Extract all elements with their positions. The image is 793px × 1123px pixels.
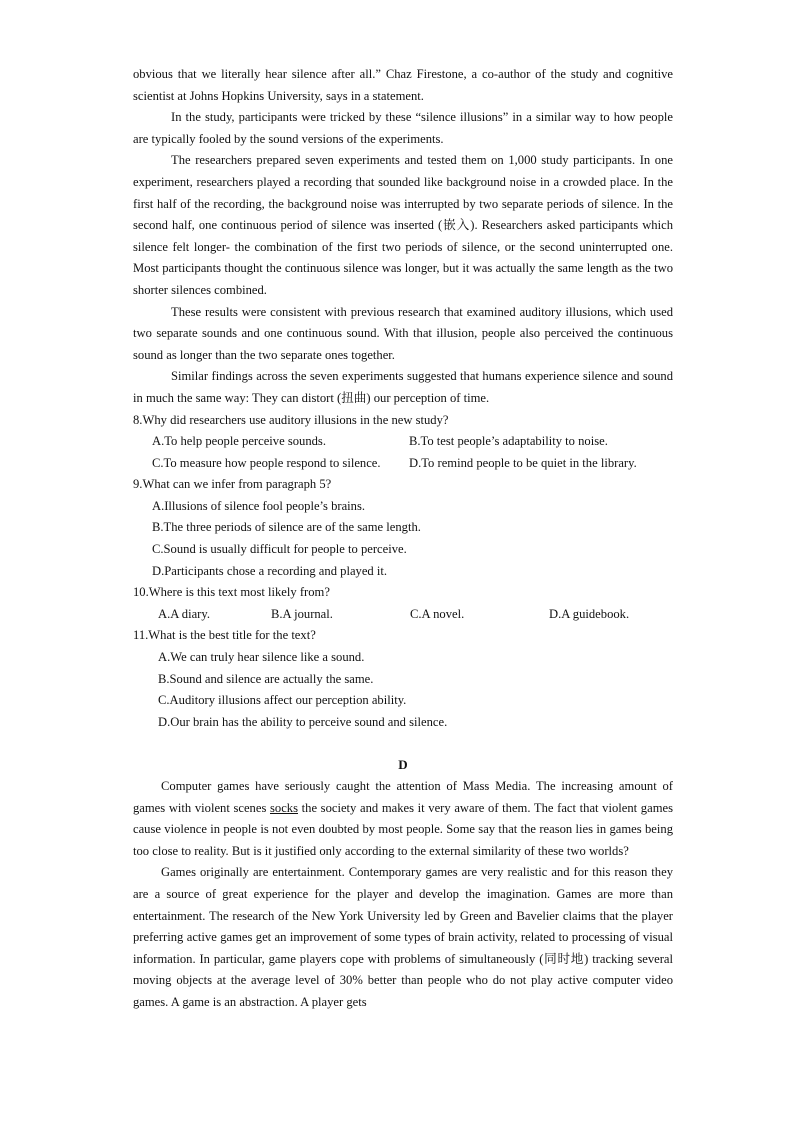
passage-d-paragraph-1-part-2: the society and makes it very aware of them. The fact that violent games cause violence in people is not even doubted by most people. Some say that the reason lies in games being too close to reality. But is it justified only according to the external similarity of these two worlds? bbox=[133, 800, 673, 858]
passage-d-paragraph-2: Games originally are entertainment. Contemporary games are very realistic and for this reason they are a source of great experience for the player and develop the imagination. Games are more than entertainment. The research of the New York University led by Green and Bavelier claims that the player preferring active games get an improvement of some types of brain activity, related to processing of visual information. In particular, game players cope with problems of simultaneously (同时地) tracking several moving objects at the average level of 30% better than people who do not play active computer video games. A game is an abstraction. A player gets bbox=[133, 865, 673, 1009]
passage-c-paragraph-3: These results were consistent with previous research that examined auditory illusions, which used two separate sounds and one continuous sound. With that illusion, people also perceived the continuous sound as longer than the two separate ones together. bbox=[133, 304, 673, 362]
question-10-option-a: A.A diary. bbox=[158, 606, 210, 621]
question-8-option-b: B.To test people’s adaptability to noise. bbox=[409, 434, 608, 449]
passage-c-paragraph-1: In the study, participants were tricked by these “silence illusions” in a similar way to how people are typically fooled by the sound versions of the experiments. bbox=[133, 110, 673, 146]
question-10-option-c: C.A novel. bbox=[410, 606, 465, 621]
question-9-option-a: A.Illusions of silence fool people’s brains. bbox=[152, 498, 366, 513]
passage-c-paragraph-2: The researchers prepared seven experiments and tested them on 1,000 study participants. In one experiment, researchers played a recording that sounded like background noise in a crowded place. In the first half of the recording, the background noise was interrupted by two separate periods of silence. In the second half, one continuous period of silence was inserted (嵌入). Researchers asked participants which silence felt longer- the combination of the first two periods of silence, or the second uninterrupted one. Most participants thought the continuous silence was longer, but it was actually the same length as the two shorter silences combined. bbox=[133, 153, 673, 297]
question-10 bbox=[133, 582, 673, 625]
passage-c-paragraph-4: Similar findings across the seven experiments suggested that humans experience silence and sound in much the same way: They can distort (扭曲) our perception of time. bbox=[133, 369, 673, 405]
question-8-option-c: C.To measure how people respond to silence. bbox=[152, 455, 381, 470]
question-10-option-d: D.A guidebook. bbox=[549, 606, 630, 621]
question-8-option-a: A.To help people perceive sounds. bbox=[152, 434, 326, 449]
question-11-option-a: A.We can truly hear silence like a sound. bbox=[158, 650, 365, 665]
question-11-stem: 11.What is the best title for the text? bbox=[133, 628, 316, 643]
question-11-option-b: B.Sound and silence are actually the same. bbox=[158, 671, 374, 686]
section-d-title: D bbox=[398, 757, 408, 773]
passage-d-paragraph-1 bbox=[133, 776, 673, 862]
question-8 bbox=[133, 410, 673, 475]
question-11 bbox=[133, 625, 673, 733]
question-10-stem: 10.Where is this text most likely from? bbox=[133, 585, 330, 600]
question-11-option-c: C.Auditory illusions affect our perception ability. bbox=[158, 693, 407, 708]
question-10-option-b: B.A journal. bbox=[271, 606, 333, 621]
document-page bbox=[133, 64, 673, 1014]
passage-d-paragraph-1-part-1: Computer games have seriously caught the attention of Mass Media. The increasing amount of games with violent scenes bbox=[133, 779, 673, 815]
question-8-option-d: D.To remind people to be quiet in the library. bbox=[409, 455, 637, 470]
question-9-option-b: B.The three periods of silence are of the same length. bbox=[152, 520, 421, 535]
question-9-option-d: D.Participants chose a recording and played it. bbox=[152, 563, 388, 578]
question-11-option-d: D.Our brain has the ability to perceive sound and silence. bbox=[158, 714, 448, 729]
question-9 bbox=[133, 474, 673, 582]
underlined-word-socks: socks bbox=[270, 800, 298, 815]
question-9-option-c: C.Sound is usually difficult for people to perceive. bbox=[152, 542, 407, 557]
question-8-stem: 8.Why did researchers use auditory illusions in the new study? bbox=[133, 412, 449, 427]
question-9-stem: 9.What can we infer from paragraph 5? bbox=[133, 477, 332, 492]
passage-c-paragraph-0: obvious that we literally hear silence after all.” Chaz Firestone, a co-author of the study and cognitive scientist at Johns Hopkins University, says in a statement. bbox=[133, 67, 673, 103]
